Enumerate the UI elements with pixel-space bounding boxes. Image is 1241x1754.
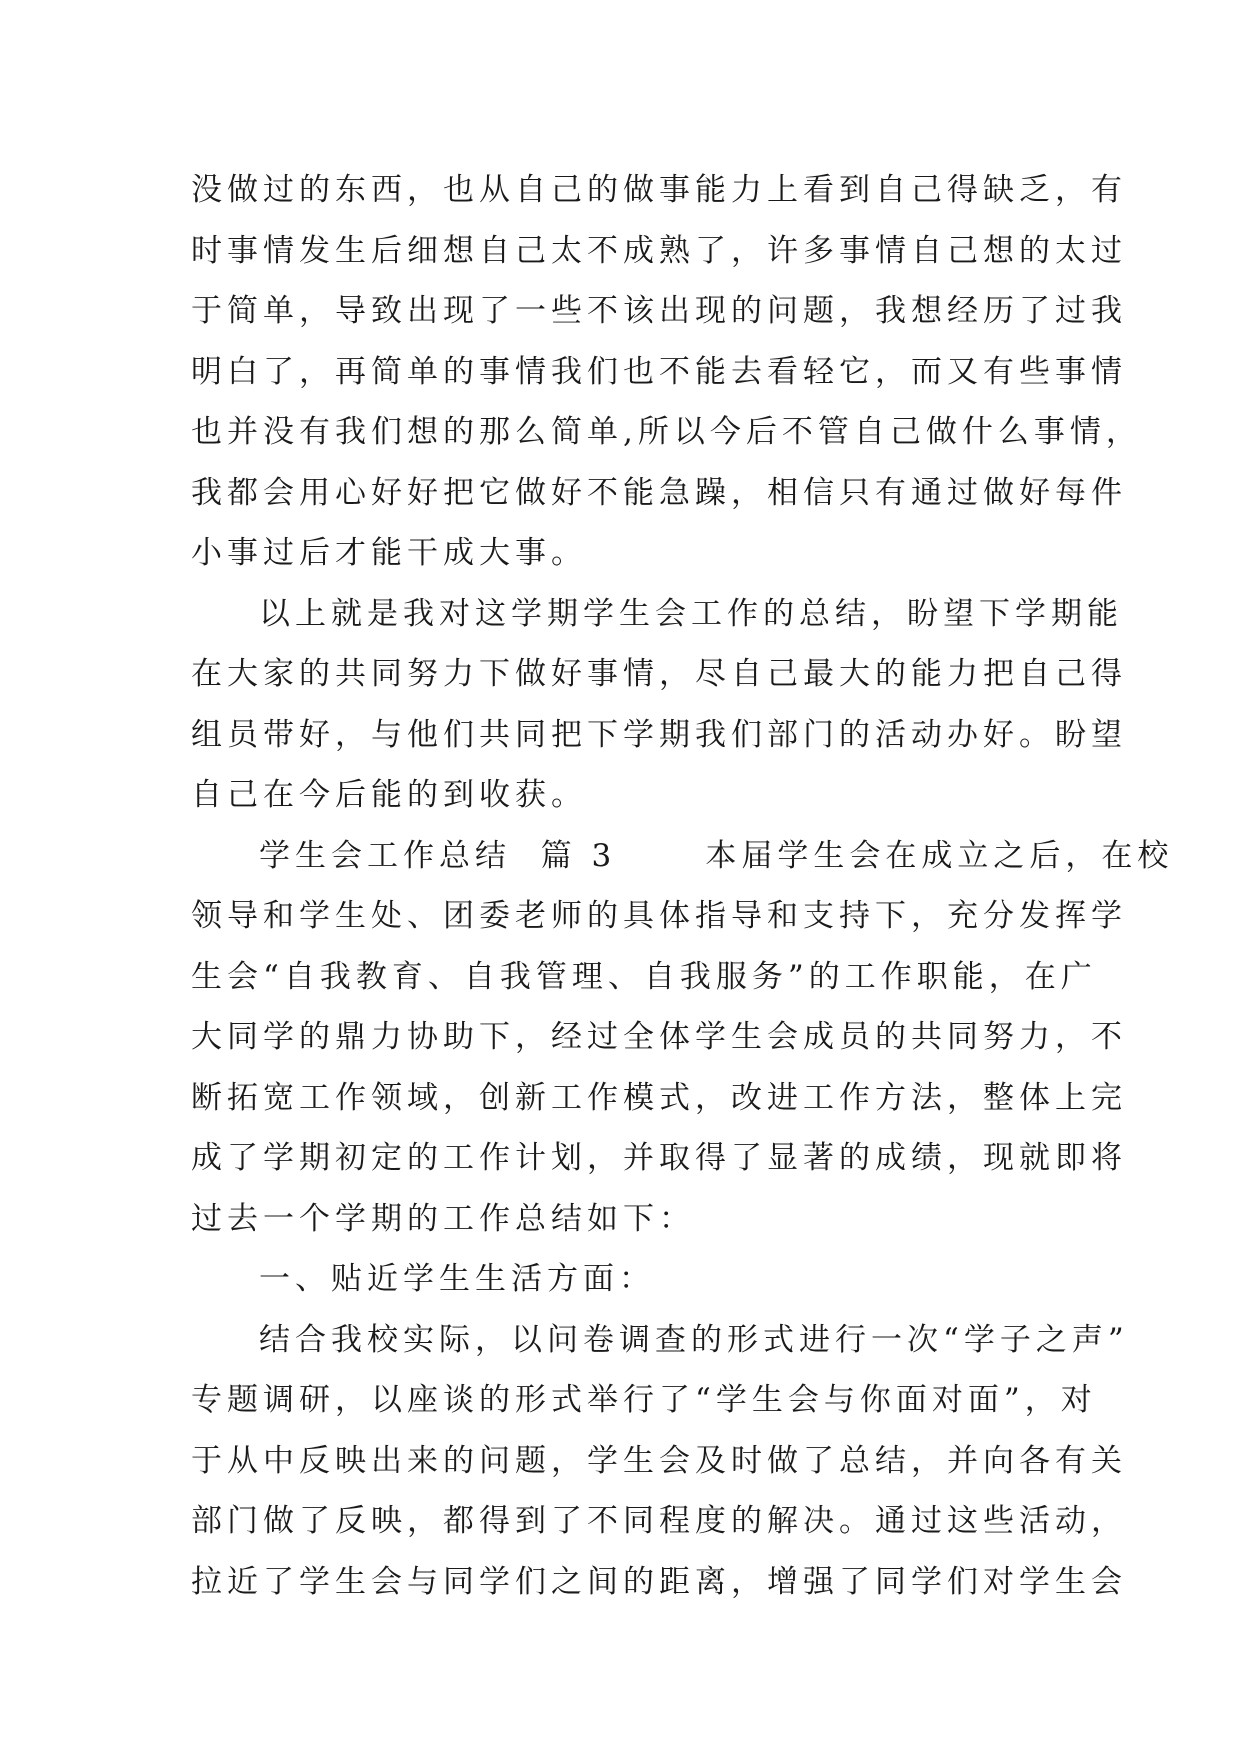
text-line: 成了学期初定的工作计划，并取得了显著的成绩，现就即将: [191, 1140, 1127, 1176]
text-line: 部门做了反映，都得到了不同程度的解决。通过这些活动，: [191, 1503, 1127, 1539]
text-line: 专题调研，以座谈的形式举行了“学生会与你面对面”，对: [191, 1382, 1097, 1418]
section-heading-line: 学生会工作总结 篇 3 本届学生会在成立之后，在校: [259, 837, 1174, 874]
text-line: 过去一个学期的工作总结如下：: [191, 1200, 695, 1237]
text-line: 领导和学生处、团委老师的具体指导和支持下，充分发挥学: [191, 898, 1127, 934]
document-body: [191, 160, 1174, 1612]
text-line: 自己在今后能的到收获。: [191, 777, 587, 813]
text-line: 拉近了学生会与同学们之间的距离，增强了同学们对学生会: [191, 1563, 1127, 1600]
text-line: 大同学的鼎力协助下，经过全体学生会成员的共同努力，不: [191, 1019, 1127, 1055]
text-line: 在大家的共同努力下做好事情，尽自己最大的能力把自己得: [191, 656, 1127, 692]
text-line: 于从中反映出来的问题，学生会及时做了总结，并向各有关: [191, 1442, 1127, 1479]
paragraph-first-line: 以上就是我对这学期学生会工作的总结，盼望下学期能: [259, 595, 1123, 632]
text-line: 组员带好，与他们共同把下学期我们部门的活动办好。盼望: [191, 716, 1127, 753]
text-line: 于简单，导致出现了一些不该出现的问题，我想经历了过我: [191, 293, 1127, 329]
text-line: 我都会用心好好把它做好不能急躁，相信只有通过做好每件: [191, 474, 1127, 511]
text-line: 小事过后才能干成大事。: [191, 535, 587, 571]
text-line: 明白了，再简单的事情我们也不能去看轻它，而又有些事情: [191, 353, 1127, 390]
subheading-line: 一、贴近学生生活方面：: [259, 1261, 655, 1297]
text-line: 生会“自我教育、自我管理、自我服务”的工作职能，在广: [191, 958, 1097, 995]
text-line: 断拓宽工作领域，创新工作模式，改进工作方法，整体上完: [191, 1079, 1127, 1116]
text-line: 也并没有我们想的那么简单,所以今后不管自己做什么事情，: [191, 414, 1142, 450]
text-line: 没做过的东西，也从自己的做事能力上看到自己得缺乏，有: [191, 172, 1127, 208]
text-line: 时事情发生后细想自己太不成熟了，许多事情自己想的太过: [191, 232, 1127, 269]
paragraph-first-line: 结合我校实际，以问卷调查的形式进行一次“学子之声”: [259, 1321, 1129, 1358]
